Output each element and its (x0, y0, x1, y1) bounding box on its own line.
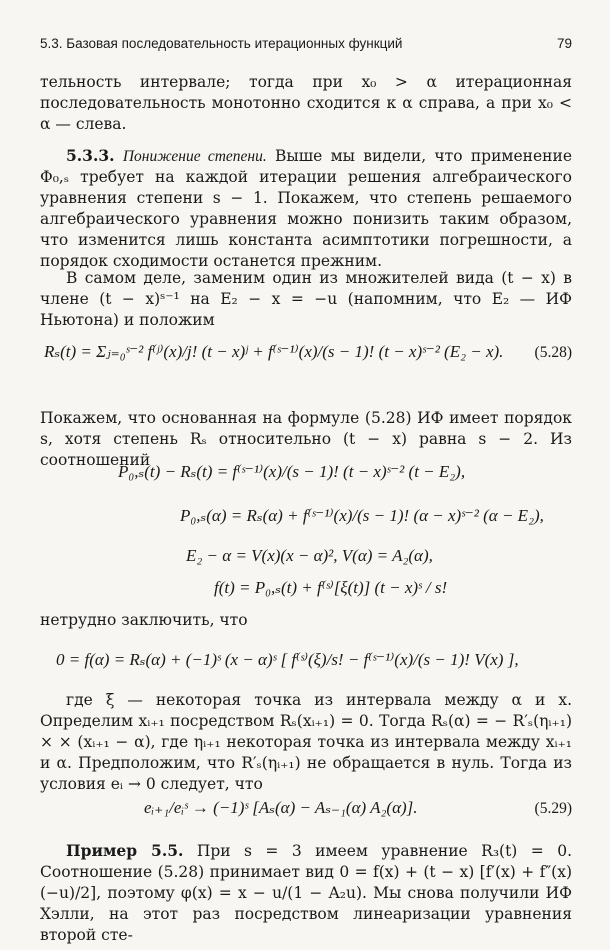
example-text: При s = 3 имеем уравнение R₃(t) = 0. Соотношение (5.28) принимает вид 0 = f(x) + (t − x) [f′(x) + f″(x) (−u)/2], поэтому φ(x) = x − u/(1 − A₂u). Мы снова получили ИФ Хэлли, на этот раз посредством линеаризации уравнения второй сте- (40, 842, 572, 944)
section-text: Выше мы видели, что применение Φ₀,ₛ требует на каждой итерации решения алгебраического уравнения степени s − 1. Покажем, что степень решаемого алгебраического уравнения можно понизить таким образом, что изменится лишь константа асимптотики погрешности, а порядок сходимости останется прежним. (40, 147, 572, 270)
section-title: Понижение степени. (122, 148, 267, 165)
equation-5-29-number: (5.29) (534, 800, 572, 817)
page-number: 79 (556, 36, 572, 51)
running-header (40, 36, 572, 56)
paragraph-definition: где ξ — некоторая точка из интервала между α и x. Определим xᵢ₊₁ посредством Rₛ(xᵢ₊₁) = 0. Тогда Rₛ(α) = − R′ₛ(ηᵢ₊₁) × × (xᵢ₊₁ − α), где ηᵢ₊₁ некоторая точка из интервала между xᵢ₊₁ и α. Предположим, что R′ₛ(ηᵢ₊₁) не обращается в нуль. Тогда из условия eᵢ → 0 следует, что (40, 691, 572, 793)
header-title: 5.3. Базовая последовательность итерационных функций (40, 36, 403, 51)
equation-main-body: 0 = f(α) = Rₛ(α) + (−1)ˢ (x − α)ˢ [ f⁽ˢ⁾(ξ)/s! − f⁽ˢ⁻¹⁾(x)/(s − 1)! V(x) ], (56, 650, 519, 669)
system-line-2: P₀,ₛ(α) = Rₛ(α) + f⁽ˢ⁻¹⁾(x)/(s − 1)! (α − x)ˢ⁻² (α − E₂), (180, 506, 544, 525)
paragraph-order-claim: Покажем, что основанная на формуле (5.28) ИФ имеет порядок s, хотя степень Rₛ относительно (t − x) равна s − 2. Из соотношений (40, 409, 572, 469)
system-line-3: E₂ − α = V(x)(x − α)², V(α) = A₂(α), (186, 546, 433, 565)
section-paragraph (40, 145, 572, 272)
paragraph-substitution: В самом деле, заменим один из множителей вида (t − x) в члене (t − x)ˢ⁻¹ на E₂ − x = −u (напомним, что E₂ — ИФ Ньютона) и положим (40, 269, 572, 329)
system-line-1: P₀,ₛ(t) − Rₛ(t) = f⁽ˢ⁻¹⁾(x)/(s − 1)! (t − x)ˢ⁻² (t − E₂), (118, 462, 466, 481)
example-label: Пример 5.5. (66, 841, 184, 860)
equation-5-29-body: eᵢ₊₁/eᵢˢ → (−1)ˢ [Aₛ(α) − Aₛ₋₁(α) A₂(α)]. (144, 798, 418, 817)
equation-system (40, 462, 572, 612)
example-paragraph (40, 840, 572, 946)
paragraph-continuation: тельность интервале; тогда при x₀ > α итерационная последовательность монотонно сходится к α справа, а при x₀ < α — слева. (40, 73, 572, 133)
equation-5-28-number: (5.28) (534, 344, 572, 361)
equation-5-28-body: Rₛ(t) = Σⱼ₌₀ˢ⁻² f⁽ʲ⁾(x)/j! (t − x)ʲ + f⁽ˢ⁻¹⁾(x)/(s − 1)! (t − x)ˢ⁻² (E₂ − x). (44, 342, 504, 361)
equation-5-29 (40, 798, 572, 824)
paragraph-conclude: нетрудно заключить, что (40, 611, 248, 629)
section-number: 5.3.3. (66, 146, 115, 165)
equation-main (40, 650, 572, 680)
equation-5-28 (40, 336, 572, 372)
system-line-4: f(t) = P₀,ₛ(t) + f⁽ˢ⁾[ξ(t)] (t − x)ˢ / s! (214, 578, 448, 597)
